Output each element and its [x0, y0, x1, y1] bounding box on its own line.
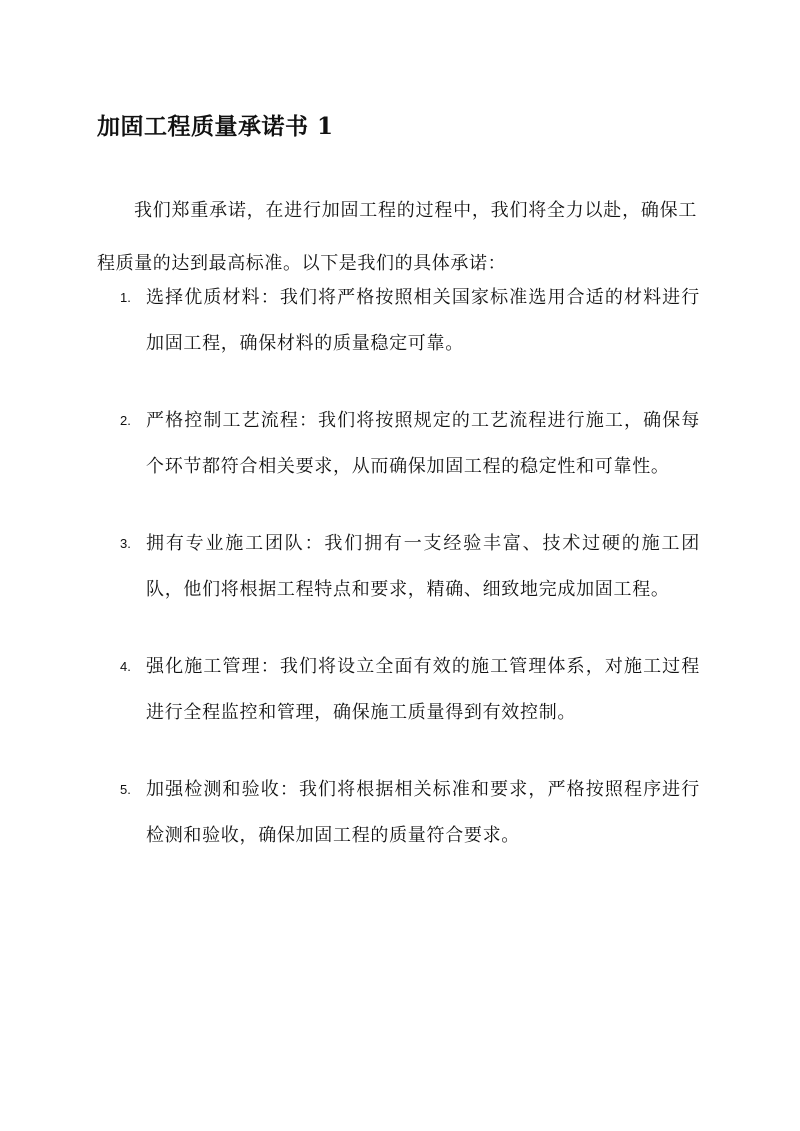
list-number-1: 1.: [120, 290, 131, 305]
commitment-text-5: 加强检测和验收：我们将根据相关标准和要求，严格按照程序进行检测和验收，确保加固工程的质量符合要求。: [146, 779, 700, 846]
list-number-2: 2.: [120, 413, 131, 428]
commitment-list: [120, 275, 700, 890]
list-number-3: 3.: [120, 536, 131, 551]
intro-paragraph: 我们郑重承诺，在进行加固工程的过程中，我们将全力以赴，确保工程质量的达到最高标准。以下是我们的具体承诺：: [97, 200, 697, 274]
commitment-item-4: [120, 644, 700, 736]
commitment-text-1: 选择优质材料：我们将严格按照相关国家标准选用合适的材料进行加固工程，确保材料的质量稳定可靠。: [146, 287, 700, 354]
commitment-item-5: [120, 767, 700, 859]
list-number-5: 5.: [120, 782, 131, 797]
commitment-text-4: 强化施工管理：我们将设立全面有效的施工管理体系，对施工过程进行全程监控和管理，确保施工质量得到有效控制。: [146, 656, 700, 723]
document-title: 加固工程质量承诺书 1: [97, 113, 334, 141]
commitment-item-1: [120, 275, 700, 367]
commitment-text-2: 严格控制工艺流程：我们将按照规定的工艺流程进行施工，确保每个环节都符合相关要求，从而确保加固工程的稳定性和可靠性。: [146, 410, 700, 477]
commitment-item-2: [120, 398, 700, 490]
list-number-4: 4.: [120, 659, 131, 674]
commitment-item-3: [120, 521, 700, 613]
commitment-text-3: 拥有专业施工团队：我们拥有一支经验丰富、技术过硬的施工团队，他们将根据工程特点和要求，精确、细致地完成加固工程。: [146, 533, 700, 600]
